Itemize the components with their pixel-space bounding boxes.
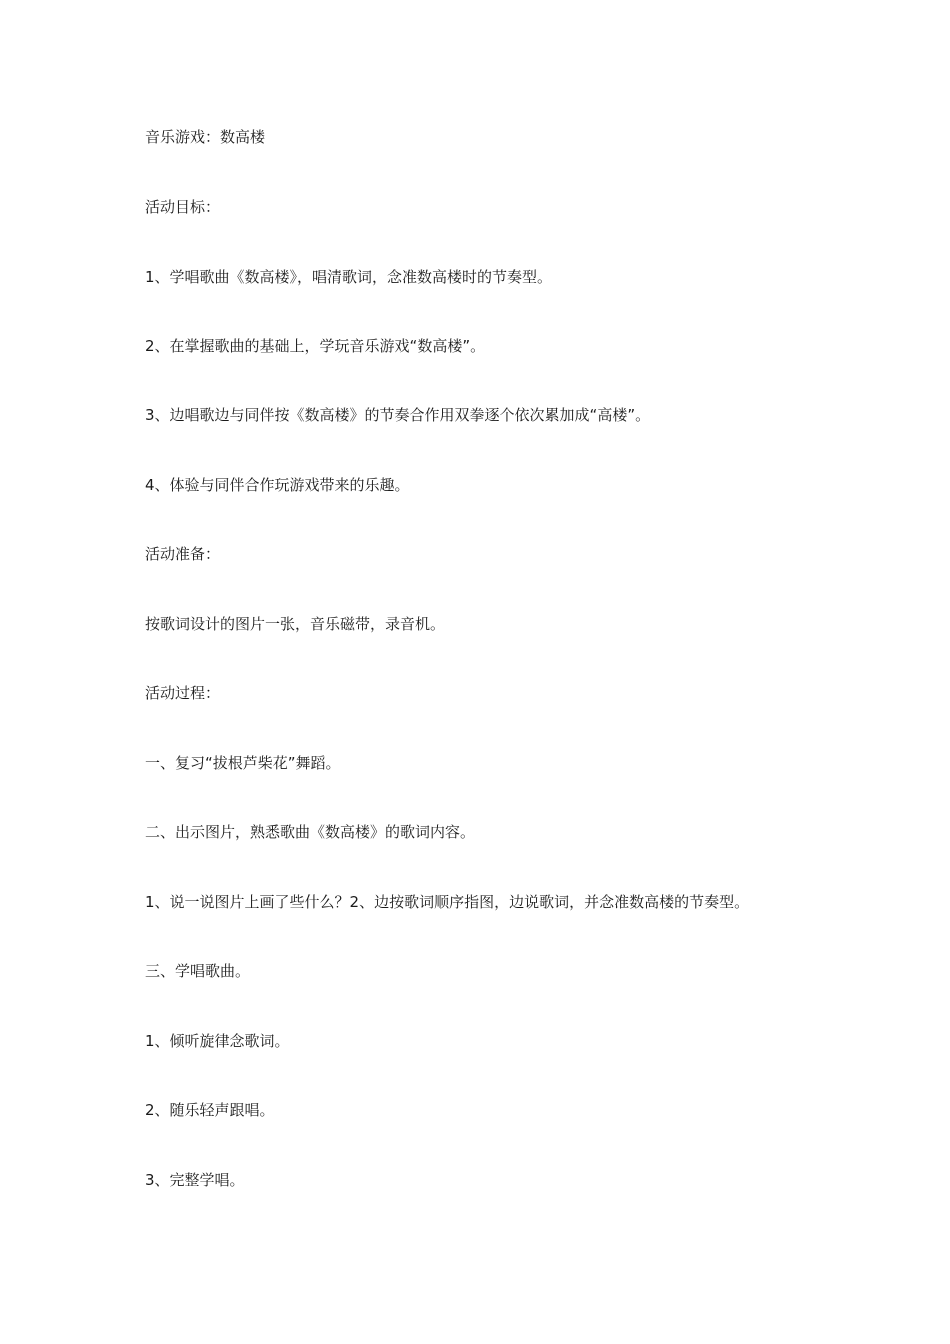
goal-item-2: 2、在掌握歌曲的基础上，学玩音乐游戏“数高楼”。 [145, 337, 486, 355]
goal-item-1: 1、学唱歌曲《数高楼》，唱清歌词，念准数高楼时的节奏型。 [145, 268, 553, 286]
process-step-1: 一、复习“拔根芦柴花”舞蹈。 [145, 754, 341, 772]
prep-heading: 活动准备： [145, 545, 221, 563]
goal-item-4: 4、体验与同伴合作玩游戏带来的乐趣。 [145, 476, 410, 494]
goals-heading: 活动目标： [145, 198, 221, 216]
process-heading: 活动过程： [145, 684, 221, 702]
step3-item-3: 3、完整学唱。 [145, 1171, 245, 1189]
process-step-3: 三、学唱歌曲。 [145, 962, 251, 980]
process-step-2: 二、出示图片，熟悉歌曲《数高楼》的歌词内容。 [145, 823, 476, 841]
step3-item-2: 2、随乐轻声跟唱。 [145, 1101, 275, 1119]
step3-item-1: 1、倾听旋律念歌词。 [145, 1032, 290, 1050]
process-step-2-detail: 1、说一说图片上画了些什么？2、边按歌词顺序指图，边说歌词，并念准数高楼的节奏型。 [145, 893, 750, 911]
prep-text: 按歌词设计的图片一张，音乐磁带，录音机。 [145, 615, 446, 633]
goal-item-3: 3、边唱歌边与同伴按《数高楼》的节奏合作用双拳逐个依次累加成“高楼”。 [145, 406, 651, 424]
document-title: 音乐游戏：数高楼 [145, 128, 266, 146]
